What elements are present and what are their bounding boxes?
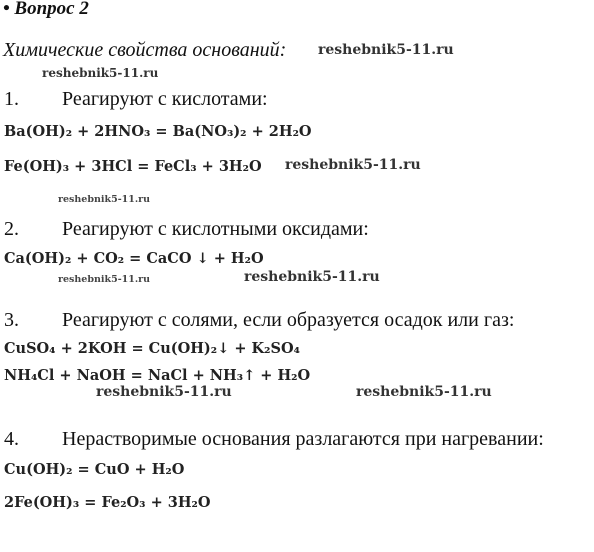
section-number: 4. — [4, 428, 19, 450]
section-heading-text: Реагируют с кислотами: — [62, 88, 268, 110]
section-number: 1. — [4, 88, 19, 110]
section-heading-text: Реагируют с кислотными оксидами: — [62, 218, 369, 240]
equation: 2Fe(OH)₃ = Fe₂O₃ + 3H₂O — [4, 494, 211, 511]
equation: Fe(OH)₃ + 3HCl = FeCl₃ + 3H₂O — [4, 158, 262, 175]
watermark: reshebnik5-11.ru — [356, 384, 492, 400]
subtitle: Химические свойства оснований: — [3, 39, 287, 61]
section-3-heading — [4, 309, 514, 332]
question-title: • Вопрос 2 — [3, 0, 89, 19]
equation: Ca(OH)₂ + CO₂ = CaCO ↓ + H₂O — [4, 250, 264, 267]
section-4-heading — [4, 428, 544, 451]
section-1-heading — [4, 88, 268, 111]
watermark: reshebnik5-11.ru — [244, 269, 380, 285]
watermark: reshebnik5-11.ru — [58, 274, 151, 285]
watermark: reshebnik5-11.ru — [58, 194, 151, 205]
section-number: 2. — [4, 218, 19, 240]
section-heading-text: Нерастворимые основания разлагаются при нагревании: — [62, 428, 544, 450]
watermark: reshebnik5-11.ru — [96, 384, 232, 400]
section-2-heading — [4, 218, 369, 241]
section-number: 3. — [4, 309, 19, 331]
equation: CuSO₄ + 2KOH = Cu(OH)₂↓ + K₂SO₄ — [4, 340, 300, 357]
section-heading-text: Реагируют с солями, если образуется осадок или газ: — [62, 309, 515, 331]
equation: NH₄Cl + NaOH = NaCl + NH₃↑ + H₂O — [4, 367, 311, 384]
watermark: reshebnik5-11.ru — [42, 66, 159, 80]
watermark: reshebnik5-11.ru — [285, 157, 421, 173]
equation: Ba(OH)₂ + 2HNO₃ = Ba(NO₃)₂ + 2H₂O — [4, 123, 312, 140]
watermark: reshebnik5-11.ru — [318, 42, 454, 58]
equation: Cu(OH)₂ = CuO + H₂O — [4, 461, 185, 478]
